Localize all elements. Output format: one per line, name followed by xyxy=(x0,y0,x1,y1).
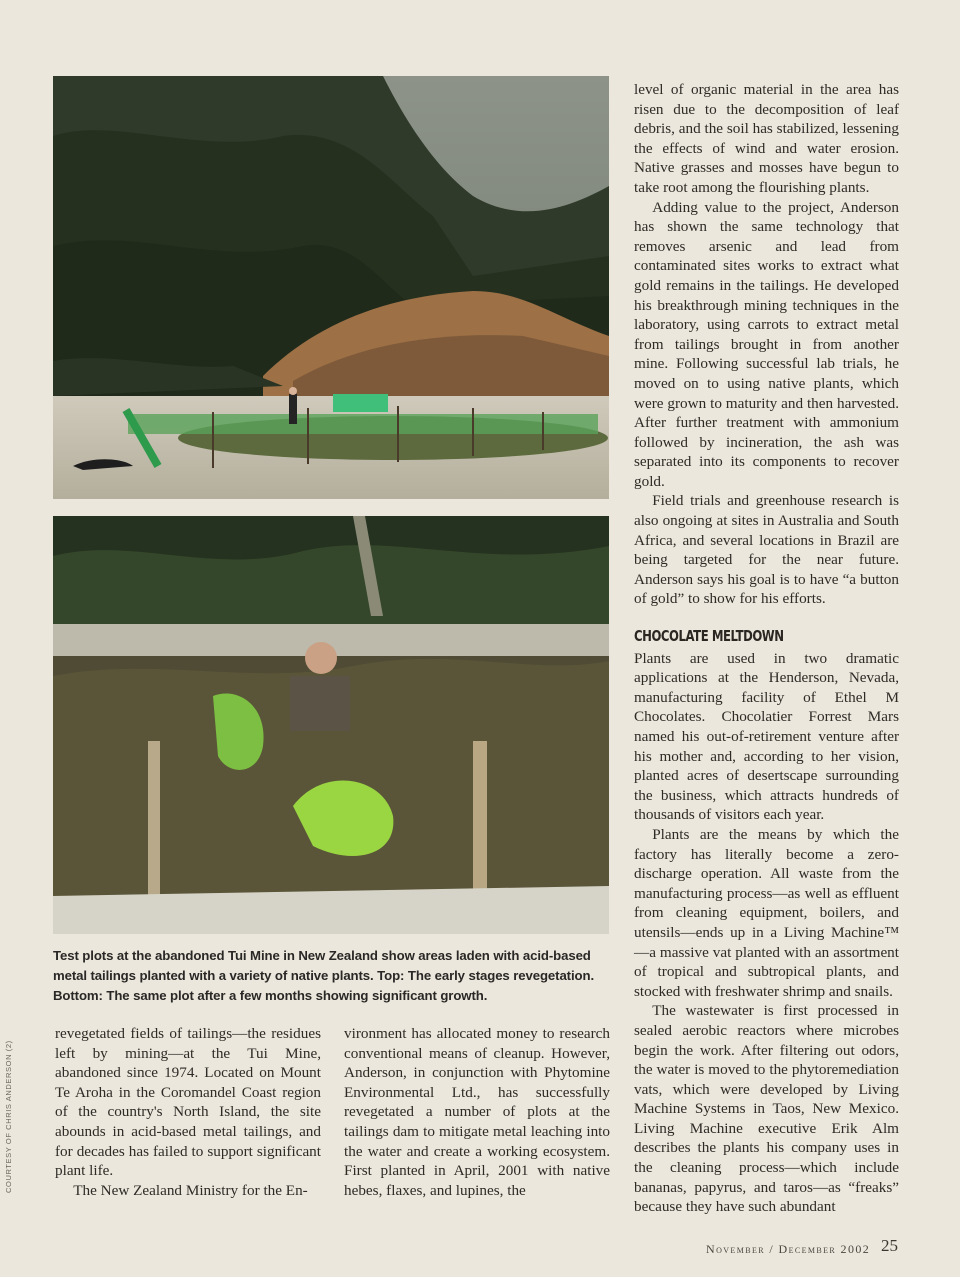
photo-caption: Test plots at the abandoned Tui Mine in New Zealand show areas laden with acid-based metal tailings planted with a variety of native plants. Top: The early stages revegetation. Bottom: The same plot after a few months showing significant growth. xyxy=(53,948,595,1003)
footer-issue-date: November / December 2002 xyxy=(706,1242,871,1256)
paragraph: Adding value to the project, Anderson has shown the same technology that removes arsenic and lead from contaminated sites works to extract what gold remains in the tailings. He developed his breakthrough mining techniques in the laboratory, using carrots to extract metal from tailings brought in from another mine. Following successful lab trials, he moved on to using native plants, which were grown to maturity and then harvested. After further treatment with ammonium followed by incineration, the ash was separated into its components to recover gold. xyxy=(634,198,899,490)
paragraph: Plants are the means by which the factory has literally become a zero-discharge operation. All waste from the manufacturing process—as well as effluent from cleaning equipment, boilers, and utensils—ends up in a Living Machine™—a massive vat planted with an assortment of tropical and subtropical plants, and stocked with freshwater shrimp and snails. xyxy=(634,825,899,1000)
paragraph: level of organic material in the area has risen due to the decomposition of leaf debris, and the soil has stabilized, lessening the effects of wind and water erosion. Native grasses and mosses have begun to take root among the flourishing plants. xyxy=(634,81,899,196)
paragraph: The New Zealand Ministry for the En- xyxy=(73,1181,308,1199)
section-heading: CHOCOLATE MELTDOWN xyxy=(634,627,784,646)
paragraph: The wastewater is first processed in sealed aerobic reactors where microbes begin the work. After filtering out odors, the water is moved to the phytoremediation vats, which were developed by Living Machine Systems in Taos, New Mexico. Living Machine executive Erik Alm describes the plants his company uses in the cleaning process—which include bananas, papyrus, and taros—as “freaks” because they have such abundant xyxy=(634,1002,899,1216)
photo-bottom-grown-plot xyxy=(53,516,609,934)
text-column-2 xyxy=(344,1024,610,1200)
text-column-3 xyxy=(634,80,899,1217)
text-column-1 xyxy=(55,1024,321,1200)
paragraph: revegetated fields of tailings—the residues left by mining—at the Tui Mine, abandoned since 1974. Located on Mount Te Aroha in the Coromandel Coast region of the country's North Island, the site abounds in acid-based metal tailings, and for decades has failed to support significant plant life. xyxy=(55,1025,321,1180)
photo-top-test-plot xyxy=(53,76,609,499)
photo-credit: COURTESY OF CHRIS ANDERSON (2) xyxy=(4,1040,13,1193)
paragraph: Plants are used in two dramatic applications at the Henderson, Nevada, manufacturing facility of Ethel M Chocolates. Chocolatier Forrest Mars named his out-of-retirement venture after his mother and, according to her vision, planted acres of desertscape surrounding the business, which attracts hundreds of thousands of visitors each year. xyxy=(634,649,899,824)
paragraph: Field trials and greenhouse research is also ongoing at sites in Australia and South Africa, and several locations in Brazil are being targeted for the near future. Anderson says his goal is to have “a button of gold” to show for his efforts. xyxy=(634,492,899,608)
page-number: 25 xyxy=(881,1236,898,1255)
paragraph: vironment has allocated money to research conventional means of cleanup. However, Anderson, in conjunction with Phytomine Environmental Ltd., has successfully revegetated a number of plots at the tailings dam to mitigate metal leaching into the water and create a working ecosystem. First planted in April, 2001 with native hebes, flaxes, and lupines, the xyxy=(344,1025,610,1199)
